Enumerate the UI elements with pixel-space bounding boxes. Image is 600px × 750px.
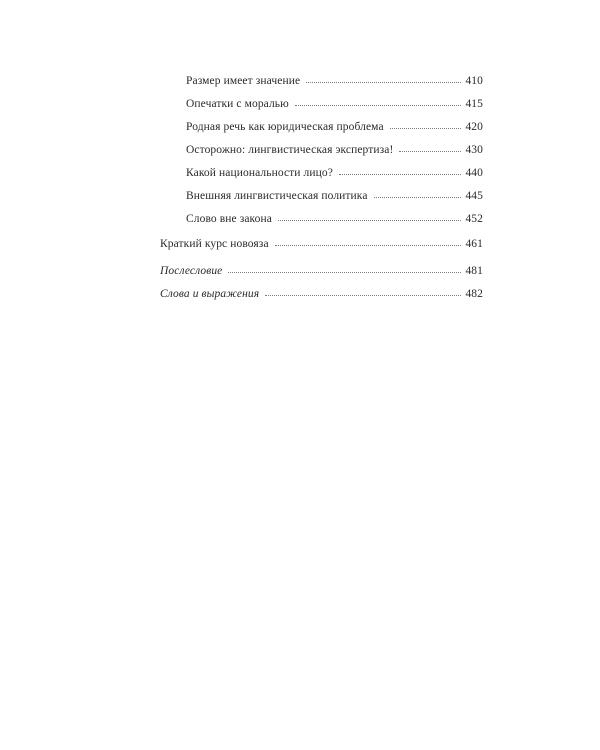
toc-entry-title: Слово вне закона (186, 213, 272, 225)
toc-entry-page: 440 (465, 167, 483, 179)
toc-leader-dots (265, 286, 461, 296)
toc-entry-page: 420 (465, 121, 483, 133)
toc-entry-title: Родная речь как юридическая проблема (186, 121, 384, 133)
toc-leader-dots (339, 165, 462, 175)
toc-entry-title: Внешняя лингвистическая политика (186, 190, 368, 202)
toc-entry-page: 482 (465, 288, 483, 300)
toc-entry-page: 445 (465, 190, 483, 202)
toc-entry-page: 452 (465, 213, 483, 225)
toc-leader-dots (306, 73, 461, 83)
toc-leader-dots (228, 263, 461, 273)
toc-leader-dots (275, 236, 462, 246)
toc-entry (160, 166, 483, 179)
toc-entry-title: Краткий курс новояза (160, 238, 269, 250)
toc-entry-title: Послесловие (160, 265, 223, 277)
toc-entry-page: 430 (465, 144, 483, 156)
toc-index-entry (160, 287, 483, 300)
toc-entry (160, 97, 483, 110)
toc-entry-title: Опечатки с моралью (186, 98, 289, 110)
toc-entry-page: 415 (465, 98, 483, 110)
toc-entry-page: 410 (465, 75, 483, 87)
toc-entry (160, 143, 483, 156)
toc-leader-dots (374, 188, 462, 198)
toc-entry-title: Осторожно: лингвистическая экспертиза! (186, 144, 394, 156)
toc-leader-dots (278, 211, 461, 221)
toc-entry-page: 461 (465, 238, 483, 250)
toc-entry-title: Слова и выражения (160, 288, 260, 300)
toc-entry (160, 74, 483, 87)
toc-afterword-entry (160, 264, 483, 277)
toc-leader-dots (390, 119, 462, 129)
toc-entry (160, 212, 483, 225)
toc-leader-dots (295, 96, 462, 106)
toc-entry (160, 120, 483, 133)
toc-entry (160, 189, 483, 202)
toc-chapter-entry (160, 237, 483, 250)
toc-entry-title: Какой национальности лицо? (186, 167, 333, 179)
table-of-contents (160, 74, 483, 310)
toc-entry-title: Размер имеет значение (186, 75, 301, 87)
toc-leader-dots (399, 142, 461, 152)
toc-entry-page: 481 (465, 265, 483, 277)
